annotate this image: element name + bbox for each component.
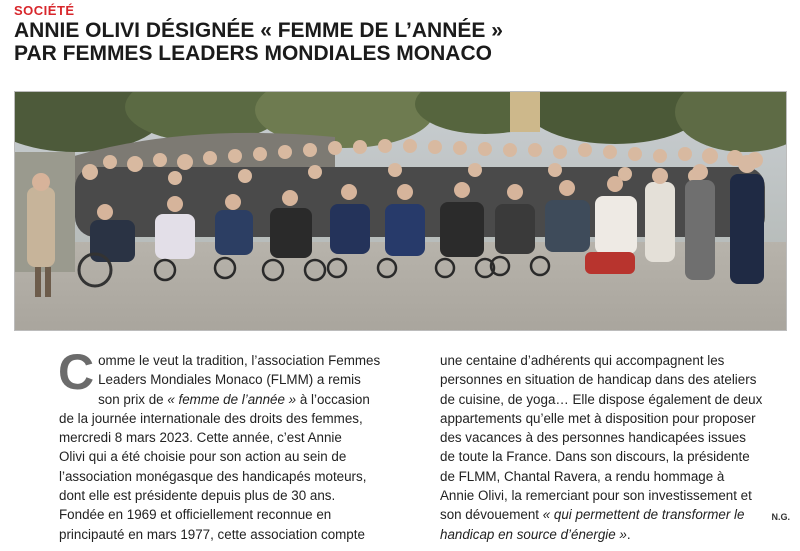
headline-line-1: ANNIE OLIVI DÉSIGNÉE « FEMME DE L’ANNÉE » [14, 19, 503, 42]
drop-cap: C [58, 344, 95, 400]
author-signature: N.G. [771, 512, 790, 522]
text-line: de la journée internationale des droits des femmes, [59, 410, 363, 426]
article-column-left [58, 344, 399, 544]
text-line: de FLMM, Chantal Ravera, a rendu hommage à [440, 468, 725, 484]
quote: « qui permettent de transformer le [542, 507, 745, 523]
section-rubric: SOCIÉTÉ [14, 3, 75, 18]
quoted-award-title: « femme de l’année » [167, 391, 297, 407]
text-line: personnes en situation de handicap dans des ateliers [440, 372, 757, 388]
text-line: Annie Olivi, la remerciant pour son investissement et [440, 488, 752, 504]
text-line: mercredi 8 mars 2023. Cette année, c’est Annie [59, 430, 342, 446]
text-span: . [626, 526, 631, 542]
text-span: à l’occasion [296, 391, 370, 407]
article-headline [14, 19, 794, 65]
group-photo-illustration [15, 92, 787, 331]
text-line: appartements qu’elle met à disposition pour proposer [440, 410, 756, 426]
text-line: de cuisine, de yoga… Elle dispose également de deux [440, 391, 763, 407]
text-line: de toute la France. Dans son discours, la présidente [440, 449, 750, 465]
article-paragraph-right [440, 351, 780, 544]
text-line [440, 505, 780, 524]
text-line: principauté en mars 1977, cette association compte [59, 526, 365, 542]
text-line [440, 525, 780, 544]
text-line: l’association monégasque des handicapés moteurs, [59, 468, 367, 484]
text-line: omme le veut la tradition, l’association Femmes [98, 353, 381, 368]
article-paragraph-left [58, 344, 399, 544]
text-span: son prix de [98, 391, 168, 407]
headline-line-2: PAR FEMMES LEADERS MONDIALES MONACO [14, 42, 492, 65]
text-line [59, 390, 399, 409]
article-column-right [440, 351, 780, 544]
text-line: une centaine d’adhérents qui accompagnent les [440, 353, 725, 368]
text-span: son dévouement [440, 507, 543, 523]
text-line: Leaders Mondiales Monaco (FLMM) a remis [98, 372, 361, 388]
text-line: dont elle est présidente depuis plus de 30 ans. [59, 488, 336, 504]
quote: handicap en source d’énergie » [440, 526, 627, 542]
text-line: des vacances à des personnes handicapées issues [440, 430, 746, 446]
text-line: Olivi qui a été choisie pour son action au sein de [59, 449, 347, 465]
text-line: Fondée en 1969 et officiellement reconnue en [59, 507, 332, 523]
group-photo [14, 91, 787, 331]
